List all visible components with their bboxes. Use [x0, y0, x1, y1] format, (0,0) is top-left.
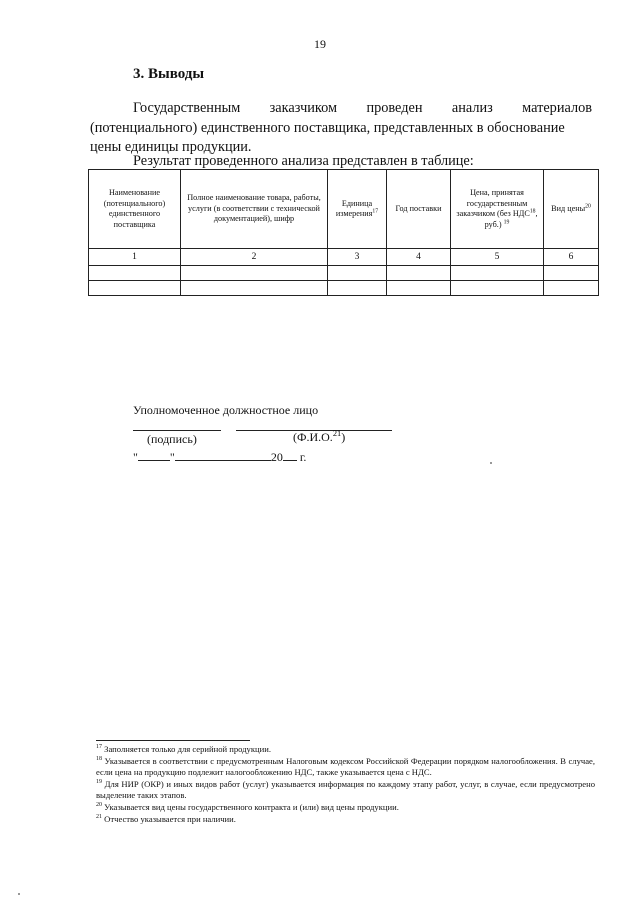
table-cell — [181, 281, 328, 296]
footnotes — [96, 744, 595, 825]
table-caption: Результат проведенного анализа представлен в таблице: — [133, 153, 474, 169]
column-number: 3 — [328, 249, 387, 266]
table-cell — [387, 266, 451, 281]
scan-speck — [490, 462, 492, 464]
header-price: Цена, принятая государственным заказчиком (без НДС$^{18}$, руб.) $^{19}$ — [451, 170, 544, 249]
table-cell — [89, 266, 181, 281]
table-row — [89, 281, 599, 296]
table-cell — [89, 281, 181, 296]
year-blank — [283, 449, 297, 461]
column-number: 5 — [451, 249, 544, 266]
footnote-19: $^{19}$ Для НИР (ОКР) и иных видов работ (услуг) указывается информация по каждому этапу работ, услуг, в случае, если предусмотрено выделение таких этапов. — [96, 778, 595, 801]
table-cell — [451, 266, 544, 281]
table-cell — [544, 266, 599, 281]
table-cell — [387, 281, 451, 296]
page-number: 19 — [314, 37, 326, 51]
scan-speck — [18, 893, 20, 895]
header-unit: Единица измерения$^{17}$ — [328, 170, 387, 249]
authorized-official-label: Уполномоченное должностное лицо — [133, 403, 319, 417]
table-row — [89, 266, 599, 281]
header-delivery-year: Год поставки — [387, 170, 451, 249]
column-number: 1 — [89, 249, 181, 266]
fio-caption: (Ф.И.О.$^{21}$) — [293, 429, 346, 444]
section-title: 3. Выводы — [133, 66, 205, 82]
quote-open: " — [133, 450, 138, 464]
footnote-separator — [96, 740, 250, 741]
paragraph-line: Государственным заказчиком проведен анализ материалов — [133, 100, 592, 116]
footnote-18: $^{18}$ Указывается в соответствии с предусмотренным Налоговым кодексом Российской Федерации порядком налогообложения. В случае, если цена на продукцию подлежит налогообложению НДС, также указывается цена с НДС. — [96, 755, 595, 778]
quote-close: " — [169, 450, 175, 464]
header-product-name: Полное наименование товара, работы, услуги (в соответствии с технической документацией), шифр — [181, 170, 328, 249]
table-cell — [328, 281, 387, 296]
signature-line — [133, 430, 221, 431]
analysis-table — [88, 169, 599, 296]
month-blank — [175, 449, 271, 461]
conclusion-paragraph — [90, 99, 592, 158]
table-cell — [451, 281, 544, 296]
footnote-17: $^{17}$ Заполняется только для серийной продукции. — [96, 744, 271, 754]
signature-caption: (подпись) — [147, 432, 197, 446]
column-number: 2 — [181, 249, 328, 266]
day-blank — [138, 449, 170, 461]
footnote-20: $^{20}$ Указывается вид цены государственного контракта и (или) вид цены продукции. — [96, 801, 399, 812]
year-prefix: 20 — [270, 450, 283, 464]
table-number-row — [89, 249, 599, 266]
header-price-type: Вид цены$^{20}$ — [544, 170, 599, 249]
table-cell — [181, 266, 328, 281]
paragraph-line: (потенциального) единственного поставщика, представленных в обоснование — [90, 119, 565, 136]
table-cell — [328, 266, 387, 281]
table-header-row — [89, 170, 599, 249]
paragraph-line: цены единицы продукции. — [90, 139, 252, 155]
column-number: 4 — [387, 249, 451, 266]
column-number: 6 — [544, 249, 599, 266]
date-line — [133, 449, 306, 465]
header-supplier: Наименование (потенциального) единственного поставщика — [89, 170, 181, 249]
year-suffix: г. — [299, 450, 307, 464]
table-cell — [544, 281, 599, 296]
footnote-21: $^{21}$ Отчество указывается при наличии. — [96, 813, 236, 824]
